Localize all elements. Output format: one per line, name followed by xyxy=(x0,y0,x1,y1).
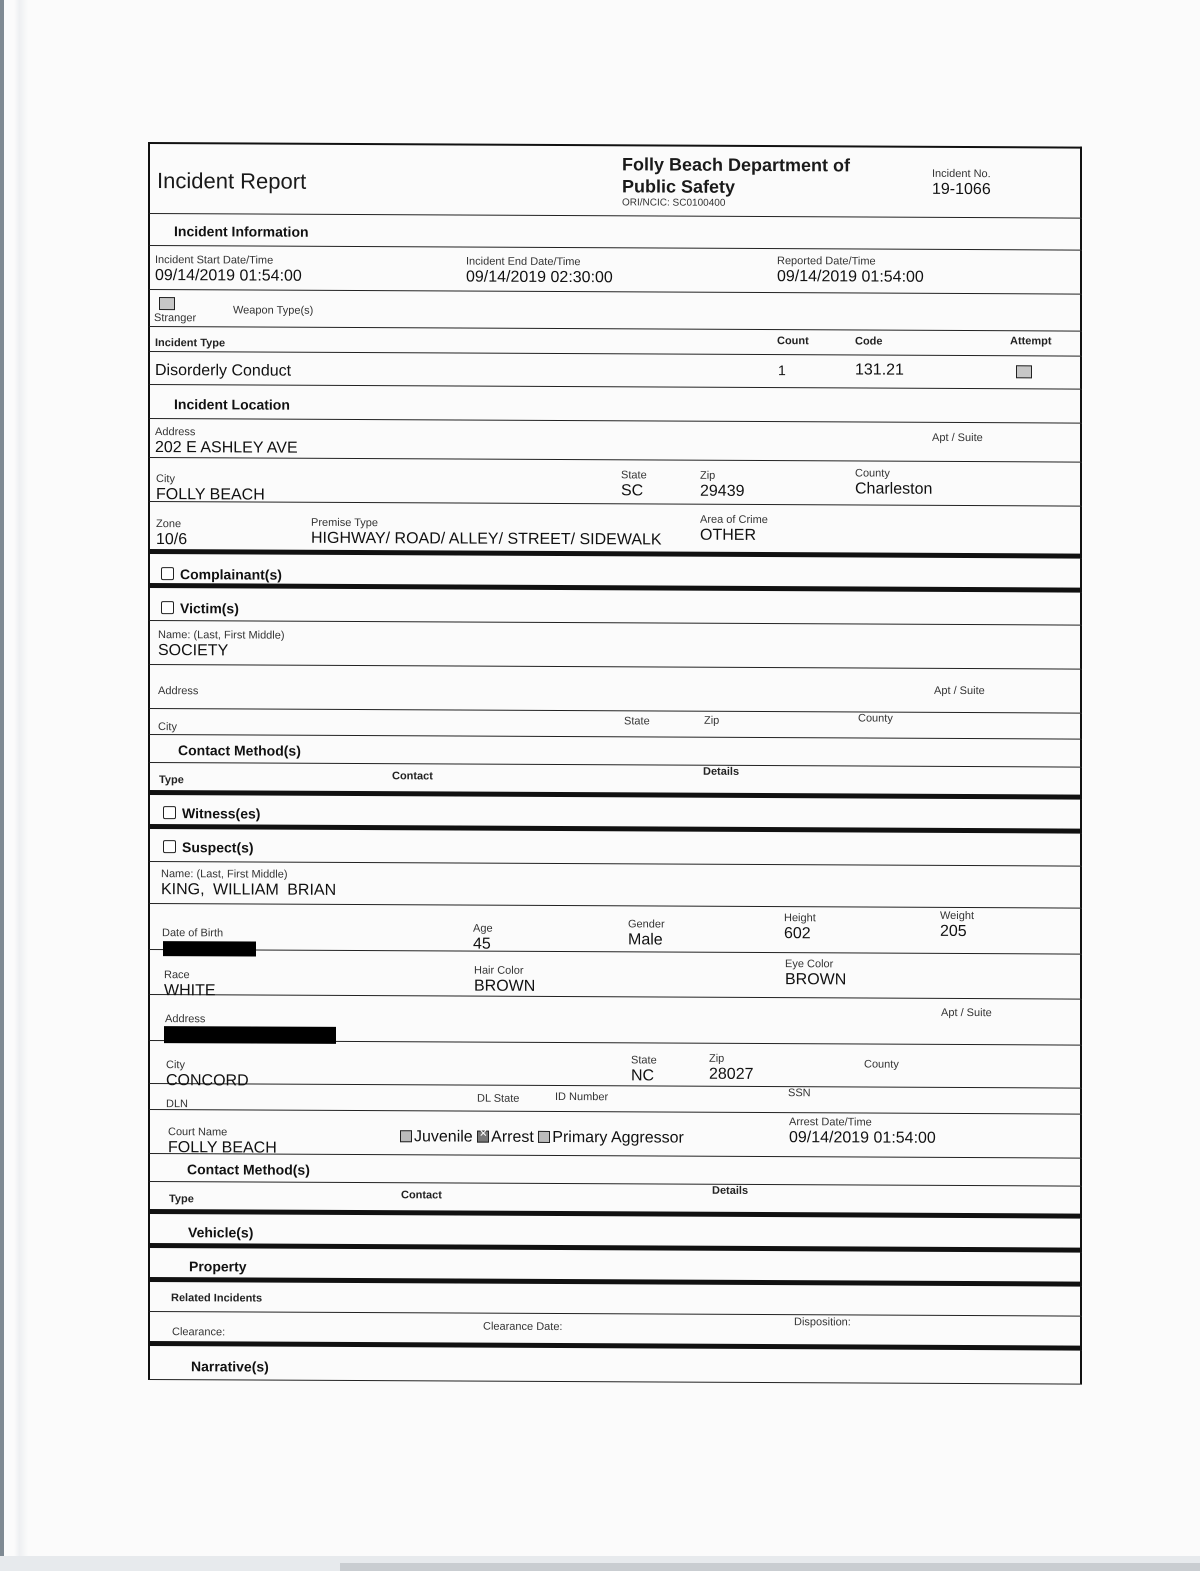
primary-aggressor-checkbox[interactable]: Primary Aggressor xyxy=(538,1129,684,1147)
incident-dates-row xyxy=(148,246,1082,295)
checked-checkbox-icon xyxy=(477,1131,489,1143)
contact-type-label: Type xyxy=(169,1193,194,1206)
witnesses-header xyxy=(148,795,1082,834)
suspects-header xyxy=(148,829,1082,867)
section-title: Incident Location xyxy=(174,396,290,413)
location-city-row xyxy=(148,458,1082,507)
section-title: Narrative(s) xyxy=(191,1358,269,1375)
checkbox-icon xyxy=(161,601,174,614)
victim-contact-row xyxy=(148,763,1082,800)
victims-header xyxy=(148,588,1082,626)
suspect-state: State NC xyxy=(631,1054,657,1085)
checkbox-icon xyxy=(163,840,176,853)
incident-end: Incident End Date/Time 09/14/2019 02:30:00 xyxy=(466,255,613,287)
incident-type-value: Disorderly Conduct xyxy=(155,362,292,380)
suspect-city: City CONCORD xyxy=(166,1059,249,1090)
victims-toggle[interactable]: Victim(s) xyxy=(161,600,239,616)
checkbox-icon xyxy=(538,1131,550,1143)
checkbox-icon xyxy=(400,1130,412,1142)
reported-datetime: Reported Date/Time 09/14/2019 01:54:00 xyxy=(777,255,924,286)
dob-label: Date of Birth xyxy=(162,927,224,940)
related-incidents-row xyxy=(148,1282,1082,1317)
suspect-name-row xyxy=(148,862,1082,909)
arrest-checkbox[interactable]: ✕ Arrest xyxy=(477,1129,534,1146)
vehicles-header xyxy=(148,1214,1082,1253)
report-title: Incident Report xyxy=(157,168,307,194)
scan-edge-left xyxy=(0,0,4,1571)
checkbox-icon xyxy=(163,806,176,819)
count-label: Count xyxy=(777,335,809,348)
dln-label: DLN xyxy=(166,1098,189,1111)
section-title: Contact Method(s) xyxy=(178,742,301,759)
suspects-toggle[interactable]: Suspect(s) xyxy=(163,839,254,855)
code-label: Code xyxy=(855,335,883,348)
victim-name-row xyxy=(148,621,1082,670)
incident-type-row xyxy=(148,352,1082,390)
suspect-address-row xyxy=(148,995,1082,1046)
victim-zip-label: Zip xyxy=(704,714,720,727)
stranger-weapon-row xyxy=(148,290,1082,332)
suspect-weight: Weight 205 xyxy=(940,909,975,941)
location-address: Address 202 E ASHLEY AVE xyxy=(155,426,298,457)
location-zone: Zone 10/6 xyxy=(156,518,188,549)
suspect-age: Age 45 xyxy=(473,922,493,953)
victim-address-label: Address xyxy=(158,685,199,698)
incident-number: Incident No. 19-1066 xyxy=(932,167,991,199)
suspect-name: Name: (Last, First Middle) KING, WILLIAM BRIAN xyxy=(161,868,337,899)
related-incidents-label: Related Incidents xyxy=(171,1292,263,1305)
court-name: Court Name FOLLY BEACH xyxy=(168,1126,277,1157)
witnesses-toggle[interactable]: Witness(es) xyxy=(163,805,260,821)
contact-label: Contact xyxy=(401,1189,442,1202)
property-header xyxy=(148,1248,1082,1287)
section-title: Contact Method(s) xyxy=(187,1161,310,1178)
checkbox-icon xyxy=(161,567,174,580)
incident-location-header xyxy=(148,385,1082,424)
section-title: Incident Information xyxy=(174,223,309,240)
location-zone-row xyxy=(148,502,1082,559)
code-value: 131.21 xyxy=(855,361,904,379)
attempt-checkbox[interactable] xyxy=(1016,364,1032,382)
location-zip: Zip 29439 xyxy=(700,469,745,500)
clearance-date-label: Clearance Date: xyxy=(483,1320,563,1334)
scan-shadow-bottom xyxy=(340,1563,1200,1571)
suspect-contact-row xyxy=(148,1182,1082,1219)
area-of-crime: Area of Crime OTHER xyxy=(700,513,768,544)
premise-type: Premise Type HIGHWAY/ ROAD/ ALLEY/ STREET/ SIDEWALK xyxy=(311,516,662,549)
attempt-label: Attempt xyxy=(1010,335,1052,348)
checkbox-icon xyxy=(1016,365,1032,378)
suspect-court-row xyxy=(148,1110,1082,1159)
victim-city-label: City xyxy=(158,721,177,734)
location-address-row xyxy=(148,419,1082,463)
disposition-label: Disposition: xyxy=(794,1316,851,1329)
suspect-county-label: County xyxy=(864,1058,899,1071)
suspect-apt-label: Apt / Suite xyxy=(941,1006,992,1020)
details-label: Details xyxy=(703,765,740,778)
section-title: Property xyxy=(189,1258,247,1275)
suspect-gender: Gender Male xyxy=(628,918,665,949)
incident-report-form xyxy=(148,142,1082,1385)
arrest-datetime: Arrest Date/Time 09/14/2019 01:54:00 xyxy=(789,1116,936,1147)
dl-state-label: DL State xyxy=(477,1092,520,1105)
id-number-label: ID Number xyxy=(555,1090,609,1104)
suspect-physical-row xyxy=(148,904,1082,955)
suspect-zip: Zip 28027 xyxy=(709,1052,754,1083)
checkbox-icon xyxy=(159,297,175,310)
location-county: County Charleston xyxy=(855,467,933,498)
suspect-race-row xyxy=(148,950,1082,1000)
complainants-toggle[interactable]: Complainant(s) xyxy=(161,566,282,583)
victim-state-label: State xyxy=(624,715,650,728)
victim-address-row xyxy=(148,665,1082,714)
scan-shadow-left xyxy=(14,0,28,1571)
agency-name: Folly Beach Department of Public Safety ORI/NCIC: SC0100400 xyxy=(622,154,851,209)
suspect-hair: Hair Color BROWN xyxy=(474,964,536,995)
victim-name: Name: (Last, First Middle) SOCIETY xyxy=(158,629,285,660)
contact-type-label: Type xyxy=(159,774,184,787)
victim-county-label: County xyxy=(858,712,893,725)
victim-apt-label: Apt / Suite xyxy=(934,684,985,698)
clearance-row xyxy=(148,1312,1082,1351)
suspect-contact-header xyxy=(148,1154,1082,1187)
victim-contact-header xyxy=(148,735,1082,768)
ori-ncic: ORI/NCIC: SC0100400 xyxy=(622,197,726,209)
count-value: 1 xyxy=(778,362,786,379)
clearance-label: Clearance: xyxy=(172,1326,226,1339)
apt-suite-label: Apt / Suite xyxy=(932,431,983,445)
incident-start: Incident Start Date/Time 09/14/2019 01:54:00 xyxy=(155,254,302,285)
arrest-flags xyxy=(400,1128,684,1147)
location-state: State SC xyxy=(621,469,647,500)
details-label: Details xyxy=(712,1184,749,1197)
suspect-city-row xyxy=(148,1041,1082,1089)
suspect-address-label: Address xyxy=(165,1013,206,1026)
complainants-header xyxy=(148,554,1082,593)
stranger-label: Stranger xyxy=(154,312,197,325)
location-city: City FOLLY BEACH xyxy=(156,473,265,504)
suspect-eye: Eye Color BROWN xyxy=(785,958,847,989)
juvenile-checkbox[interactable]: Juvenile xyxy=(400,1128,473,1145)
weapon-type-label: Weapon Type(s) xyxy=(233,304,314,317)
suspect-race: Race WHITE xyxy=(164,969,216,1000)
report-header xyxy=(148,142,1082,219)
section-title: Vehicle(s) xyxy=(188,1224,254,1241)
incident-type-label: Incident Type xyxy=(155,337,226,350)
suspect-height: Height 602 xyxy=(784,912,816,943)
contact-label: Contact xyxy=(392,770,433,783)
incident-information-header xyxy=(148,214,1082,251)
narratives-header xyxy=(148,1346,1082,1385)
ssn-label: SSN xyxy=(788,1087,811,1100)
